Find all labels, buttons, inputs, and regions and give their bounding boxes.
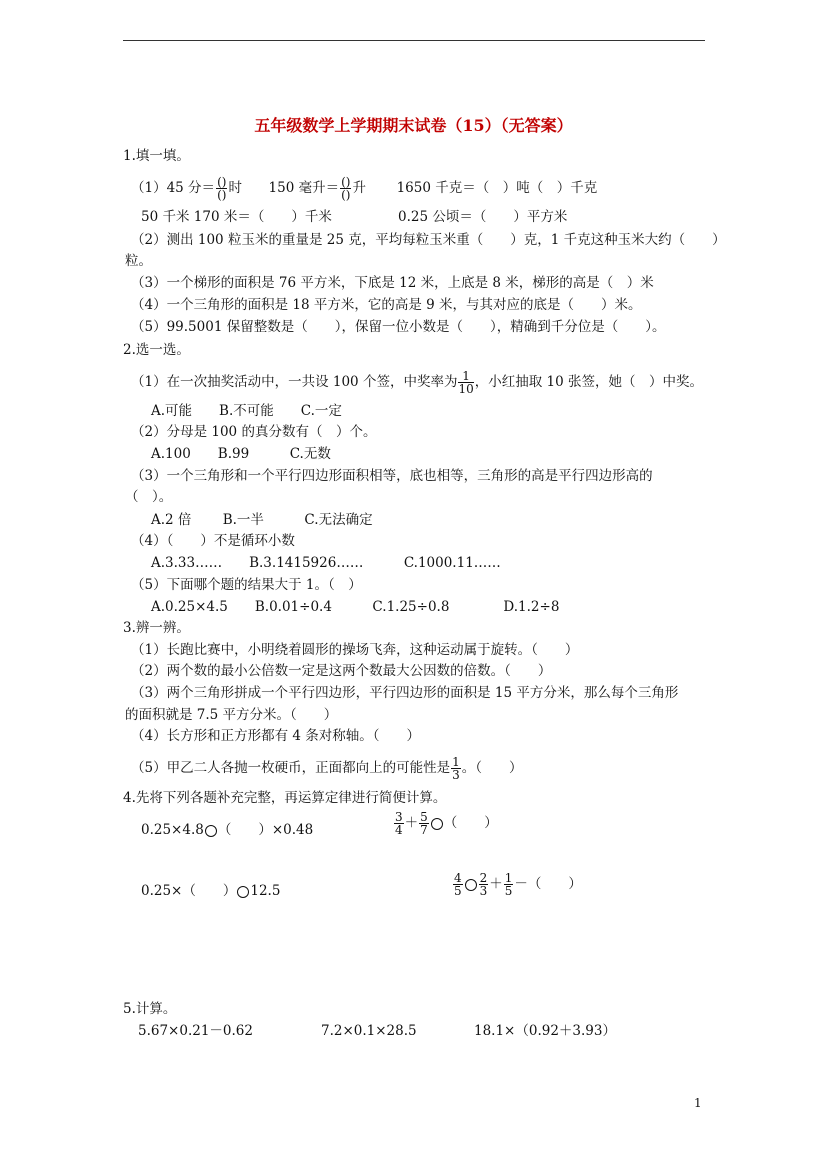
- s5-calc-1: 5.67×0.21－0.62: [138, 1023, 253, 1039]
- page-number: 1: [694, 1096, 702, 1110]
- s1-q1b-fraction: $\frac{()}{()}$: [341, 175, 351, 202]
- s1-q1-row1: （1）45 分＝ $\frac{()}{()}$ 时 150 毫升＝ $\frac{()}{()}$ 升 1650 千克＝（ ）吨（ ）千克: [131, 175, 598, 202]
- s5-calc-3: 18.1×（0.92＋3.93）: [474, 1023, 616, 1039]
- s1-q4: （4）一个三角形的面积是 18 平方米，它的高是 9 米，与其对应的底是（ ）米。: [131, 297, 642, 313]
- blank-circle-icon: [431, 818, 443, 830]
- s2-q1: （1）在一次抽奖活动中，一共设 100 个签，中奖率为 $\frac{1}{10}$ ，小红抽取 10 张签，她（ ）中奖。: [131, 369, 703, 396]
- section-2-heading: 2.选一选。: [123, 342, 190, 358]
- s1-q1b-text: 150 毫升＝: [268, 180, 340, 196]
- s3-q1: （1）长跑比赛中，小明绕着圆形的操场飞奔，这种运动属于旋转。（ ）: [131, 642, 579, 658]
- blank-circle-icon: [465, 879, 477, 891]
- s1-q1d-text: 50 千米 170 米＝（ ）千米: [141, 209, 332, 225]
- s1-q1a-text: （1）45 分＝: [131, 180, 216, 196]
- s2-q4-options: A.3.33…… B.3.1415926…… C.1000.11……: [151, 555, 501, 571]
- blank-circle-icon: [205, 825, 217, 837]
- s2-q1-fraction: $\frac{1}{10}$: [458, 369, 474, 396]
- section-1-heading: 1.填一填。: [123, 148, 190, 164]
- page-title: 五年级数学上学期期末试卷（15）（无答案）: [254, 116, 573, 135]
- s1-q2-line2: 粒。: [125, 253, 152, 269]
- s1-q2-line1: （2）测出 100 粒玉米的重量是 25 克，平均每粒玉米重（ ）克，1 千克这种玉米大约（ ）: [131, 232, 726, 248]
- s2-q2-options: A.100 B.99 C.无数: [151, 446, 331, 462]
- header-rule: [123, 40, 705, 41]
- s1-q1c-text: 1650 千克＝（ ）吨（ ）千克: [396, 180, 598, 196]
- s2-q4: （4）（ ）不是循环小数: [131, 533, 295, 549]
- s3-q4: （4）长方形和正方形都有 4 条对称轴。（ ）: [131, 728, 421, 744]
- s3-q2: （2）两个数的最小公倍数一定是这两个数最大公因数的倍数。（ ）: [131, 663, 552, 679]
- s4-expr-1: 0.25×4.8 （ ）×0.48: [141, 822, 314, 838]
- s4-expr-3: 0.25×（ ） 12.5: [141, 883, 281, 899]
- s2-q3-line2: （ ）。: [125, 489, 173, 505]
- s5-calc-2: 7.2×0.1×28.5: [321, 1023, 417, 1039]
- section-4-heading: 4.先将下列各题补充完整，再运算定律进行简便计算。: [123, 790, 447, 806]
- section-5-heading: 5.计算。: [123, 1001, 177, 1017]
- s2-q3-options: A.2 倍 B.一半 C.无法确定: [151, 512, 373, 528]
- s3-q3-line1: （3）两个三角形拼成一个平行四边形，平行四边形的面积是 15 平方分米，那么每个三角形: [131, 685, 679, 701]
- s2-q5-options: A.0.25×4.5 B.0.01÷0.4 C.1.25÷0.8 D.1.2÷8: [151, 599, 560, 615]
- s3-q5-fraction: $\frac{1}{3}$: [452, 755, 460, 782]
- s1-q1e-text: 0.25 公顷＝（ ）平方米: [398, 209, 568, 225]
- s3-q5: （5）甲乙二人各抛一枚硬币，正面都向上的可能性是 $\frac{1}{3}$ 。（ ）: [131, 755, 523, 782]
- s2-q2: （2）分母是 100 的真分数有（ ）个。: [131, 424, 377, 440]
- blank-circle-icon: [237, 886, 249, 898]
- s4-expr-2: $\frac{3}{4}$ ＋ $\frac{5}{7}$ （ ）: [395, 810, 498, 837]
- s3-q3-line2: 的面积就是 7.5 平方分米。（ ）: [125, 707, 338, 723]
- s2-q5: （5）下面哪个题的结果大于 1。（ ）: [131, 577, 362, 593]
- section-3-heading: 3.辨一辨。: [123, 620, 190, 636]
- s2-q3-line1: （3）一个三角形和一个平行四边形面积相等，底也相等，三角形的高是平行四边形高的: [131, 468, 653, 484]
- s2-q1-options: A.可能 B.不可能 C.一定: [151, 403, 342, 419]
- s1-q5: （5）99.5001 保留整数是（ ），保留一位小数是（ ），精确到千分位是（ ）。: [131, 319, 666, 335]
- s4-expr-4: $\frac{4}{5}$ $\frac{2}{3}$ ＋ $\frac{1}{5}$ －（ ）: [454, 871, 582, 898]
- s1-q1a-fraction: $\frac{()}{()}$: [217, 175, 227, 202]
- s1-q3: （3）一个梯形的面积是 76 平方米，下底是 12 米，上底是 8 米，梯形的高是（ ）米: [131, 275, 654, 291]
